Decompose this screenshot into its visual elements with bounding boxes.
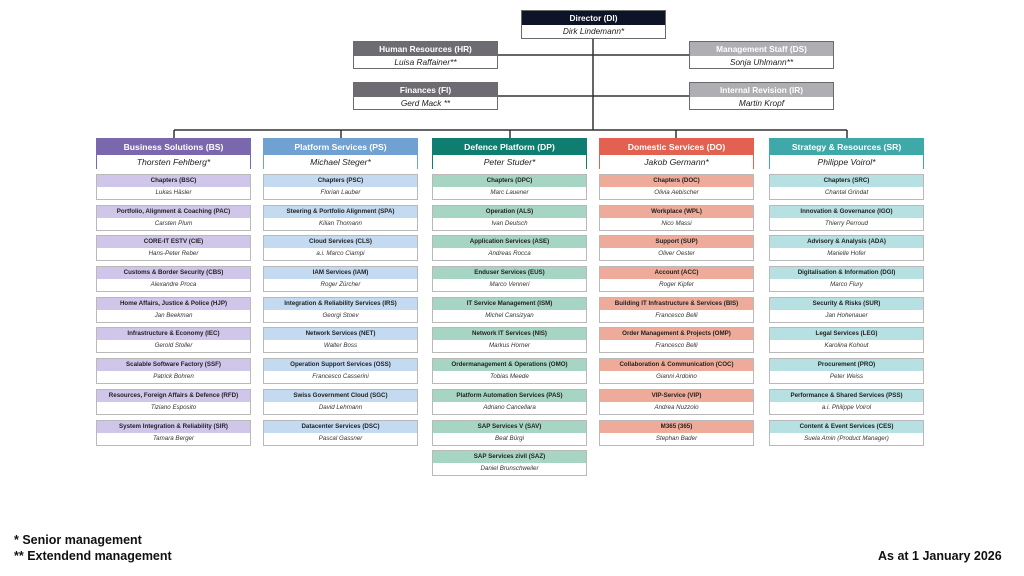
unit-head-name: Oliver Oester [658, 250, 695, 258]
unit-head-name: Gianni Ardoino [656, 373, 697, 381]
unit-box [263, 235, 418, 261]
unit-head-name: Lukas Häsler [155, 189, 192, 196]
unit-title: SAP Services V (SAV) [433, 421, 586, 433]
unit-head-name: Michel Cansizyan [485, 311, 534, 319]
unit-title: CORE-IT ESTV (CIE) [97, 236, 250, 248]
unit-box [96, 235, 251, 261]
unit-box [769, 235, 924, 261]
hr-name: Luisa Raffainer** [394, 57, 457, 67]
dept-dp-name: Peter Studer* [433, 155, 586, 170]
unit-head-name: Suela Amin (Product Manager) [804, 434, 889, 442]
unit-head-name: Walter Boss [323, 342, 358, 350]
director-box [521, 10, 666, 39]
unit-title: Chapters (DPC) [433, 175, 586, 187]
unit-box [432, 358, 587, 384]
unit-head-name: Marco Venneri [489, 281, 530, 289]
unit-title: Chapters (BSC) [97, 175, 250, 187]
unit-head-name: Gerold Stoller [154, 342, 193, 350]
unit-box [432, 420, 587, 446]
unit-title: Integration & Reliability Services (IRS) [264, 298, 417, 310]
hr-title: Human Resources (HR) [354, 42, 497, 56]
unit-box [599, 235, 754, 261]
legend-senior: * Senior management [14, 533, 142, 547]
unit-box [769, 266, 924, 292]
unit-head-name: Thierry Perroud [825, 219, 868, 227]
unit-box [432, 235, 587, 261]
unit-title: Support (SUP) [600, 236, 753, 248]
unit-title: Innovation & Governance (IGO) [770, 206, 923, 218]
dept-sr [769, 138, 924, 169]
unit-head-name: Adriano Cancellara [483, 403, 536, 411]
unit-title: IAM Services (IAM) [264, 267, 417, 279]
unit-head-name: Jan Beekman [154, 311, 193, 319]
unit-title: Chapters (DOC) [600, 175, 753, 187]
dept-ps-title: Platform Services (PS) [264, 139, 417, 155]
unit-title: Chapters (PSC) [264, 175, 417, 187]
unit-head-name: Marco Flury [830, 281, 863, 289]
unit-title: System Integration & Reliability (SIR) [97, 421, 250, 433]
unit-title: Application Services (ASE) [433, 236, 586, 248]
unit-title: Swiss Government Cloud (SGC) [264, 390, 417, 402]
unit-title: Security & Risks (SUR) [770, 298, 923, 310]
unit-head-name: Tiziano Esposito [150, 403, 197, 411]
ir-title: Internal Revision (IR) [690, 83, 833, 97]
unit-title: Ordermanagement & Operations (OMO) [433, 359, 586, 371]
units-column-sr [769, 174, 924, 450]
unit-head-name: Tamara Berger [152, 434, 195, 442]
unit-box [96, 205, 251, 231]
dept-do-title: Domestic Services (DO) [600, 139, 753, 155]
unit-box [769, 389, 924, 415]
unit-box [263, 358, 418, 384]
unit-box [432, 327, 587, 353]
unit-head-name: Carsten Plum [154, 219, 193, 227]
unit-box [599, 420, 754, 446]
unit-title: Operation (ALS) [433, 206, 586, 218]
unit-head-name: Roger Kipfer [659, 281, 694, 289]
unit-title: Procurement (PRO) [770, 359, 923, 371]
unit-box [96, 174, 251, 200]
unit-box [599, 266, 754, 292]
dept-bs [96, 138, 251, 169]
units-column-do [599, 174, 754, 450]
dept-dp [432, 138, 587, 169]
unit-head-name: a.i. Philippe Voirol [821, 403, 872, 411]
unit-head-name: Marielle Hofer [827, 250, 866, 258]
unit-head-name: Stephan Bader [655, 434, 698, 442]
units-column-ps [263, 174, 418, 450]
unit-box [599, 389, 754, 415]
unit-box [769, 205, 924, 231]
unit-title: Legal Services (LEG) [770, 328, 923, 340]
dept-sr-name: Philippe Voirol* [770, 155, 923, 170]
unit-box [432, 389, 587, 415]
unit-title: Network IT Services (NIS) [433, 328, 586, 340]
unit-title: Content & Event Services (CES) [770, 421, 923, 433]
unit-head-name: David Lehmann [318, 403, 363, 411]
fi-name: Gerd Mack ** [400, 98, 451, 108]
unit-title: IT Service Management (ISM) [433, 298, 586, 310]
unit-title: Building IT Infrastructure & Services (BIS) [600, 298, 753, 310]
unit-title: Home Affairs, Justice & Police (HJP) [97, 298, 250, 310]
unit-box [96, 297, 251, 323]
unit-title: Enduser Services (EUS) [433, 267, 586, 279]
dept-bs-title: Business Solutions (BS) [97, 139, 250, 155]
unit-title: VIP-Service (VIP) [600, 390, 753, 402]
unit-head-name: Tobias Meede [490, 373, 529, 381]
unit-box [599, 358, 754, 384]
units-column-bs [96, 174, 251, 450]
unit-title: Account (ACC) [600, 267, 753, 279]
unit-box [769, 327, 924, 353]
director-name: Dirk Lindemann* [562, 26, 625, 36]
unit-head-name: Andrea Nuzzolo [654, 403, 699, 411]
unit-head-name: Georgi Stoev [322, 311, 359, 319]
dept-bs-name: Thorsten Fehlberg* [97, 155, 250, 170]
dept-dp-title: Defence Platform (DP) [433, 139, 586, 155]
unit-box [599, 327, 754, 353]
unit-title: Customs & Border Security (CBS) [97, 267, 250, 279]
unit-title: Portfolio, Alignment & Coaching (PAC) [97, 206, 250, 218]
director-title: Director (DI) [522, 11, 665, 25]
unit-head-name: Jan Hohenauer [825, 311, 868, 319]
unit-box [769, 420, 924, 446]
unit-head-name: Ivan Deutsch [491, 219, 528, 227]
unit-box [263, 174, 418, 200]
unit-head-name: Pascal Gassner [318, 434, 363, 442]
unit-box [432, 205, 587, 231]
unit-box [96, 358, 251, 384]
fi-box [353, 82, 498, 110]
unit-title: Advisory & Analysis (ADA) [770, 236, 923, 248]
unit-title: Cloud Services (CLS) [264, 236, 417, 248]
unit-head-name: Markus Horner [489, 342, 530, 350]
unit-head-name: Chantal Grindat [824, 189, 869, 196]
unit-title: Resources, Foreign Affairs & Defence (RFD) [97, 390, 250, 402]
unit-box [96, 266, 251, 292]
unit-head-name: Andreas Rocca [488, 250, 531, 258]
date-note: As at 1 January 2026 [878, 549, 1002, 563]
unit-box [432, 297, 587, 323]
unit-title: Datacenter Services (DSC) [264, 421, 417, 433]
unit-head-name: Florian Lauber [320, 189, 361, 196]
fi-title: Finances (FI) [354, 83, 497, 97]
dept-do [599, 138, 754, 169]
unit-head-name: Beat Bürgi [495, 434, 524, 442]
unit-box [769, 358, 924, 384]
unit-box [769, 174, 924, 200]
unit-head-name: Francesco Belli [655, 311, 698, 319]
unit-head-name: a.i. Marco Ciampi [316, 250, 365, 258]
unit-box [263, 266, 418, 292]
legend-extended: ** Extendend management [14, 549, 172, 563]
dept-sr-title: Strategy & Resources (SR) [770, 139, 923, 155]
unit-box [263, 389, 418, 415]
ir-box [689, 82, 834, 110]
dept-do-name: Jakob Germann* [600, 155, 753, 170]
unit-head-name: Roger Zürcher [320, 281, 361, 289]
unit-title: Performance & Shared Services (PSS) [770, 390, 923, 402]
unit-box [599, 205, 754, 231]
unit-head-name: Hans-Peter Reber [148, 250, 199, 258]
unit-head-name: Francesco Casserini [312, 373, 369, 381]
unit-box [432, 266, 587, 292]
unit-title: Platform Automation Services (PAS) [433, 390, 586, 402]
unit-box [263, 420, 418, 446]
unit-head-name: Daniel Brunschweiler [480, 465, 539, 473]
ir-name: Martin Kropf [738, 98, 785, 108]
unit-box [263, 327, 418, 353]
unit-head-name: Francesco Belli [655, 342, 698, 350]
ds-title: Management Staff (DS) [690, 42, 833, 56]
unit-title: Order Management & Projects (OMP) [600, 328, 753, 340]
unit-title: Steering & Portfolio Alignment (SPA) [264, 206, 417, 218]
unit-title: Collaboration & Communication (COC) [600, 359, 753, 371]
unit-title: SAP Services zivil (SAZ) [433, 451, 586, 463]
unit-box [769, 297, 924, 323]
unit-title: Network Services (NET) [264, 328, 417, 340]
unit-box [96, 420, 251, 446]
unit-box [263, 297, 418, 323]
unit-title: Digitalisation & Information (DGI) [770, 267, 923, 279]
unit-title: Operation Support Services (OSS) [264, 359, 417, 371]
unit-head-name: Patrick Bohren [153, 373, 194, 381]
dept-ps [263, 138, 418, 169]
unit-box [432, 450, 587, 476]
unit-box [599, 174, 754, 200]
dept-ps-name: Michael Steger* [264, 155, 417, 170]
unit-title: Chapters (SRC) [770, 175, 923, 187]
units-column-dp [432, 174, 587, 481]
unit-head-name: Kilian Thomann [319, 219, 362, 227]
unit-head-name: Nico Massi [661, 219, 692, 227]
ds-box [689, 41, 834, 69]
unit-head-name: Olivia Aebischer [654, 189, 699, 196]
unit-box [263, 205, 418, 231]
unit-box [599, 297, 754, 323]
unit-head-name: Karolina Kohout [824, 342, 869, 350]
hr-box [353, 41, 498, 69]
unit-title: Infrastructure & Economy (IEC) [97, 328, 250, 340]
unit-box [432, 174, 587, 200]
unit-box [96, 389, 251, 415]
unit-head-name: Alexandre Proca [150, 281, 197, 289]
unit-box [96, 327, 251, 353]
unit-head-name: Peter Weiss [829, 373, 864, 381]
unit-title: Workplace (WPL) [600, 206, 753, 218]
unit-title: M365 (365) [600, 421, 753, 433]
ds-name: Sonja Uhlmann** [729, 57, 794, 67]
unit-head-name: Marc Lauener [490, 189, 529, 196]
unit-title: Scalable Software Factory (SSF) [97, 359, 250, 371]
